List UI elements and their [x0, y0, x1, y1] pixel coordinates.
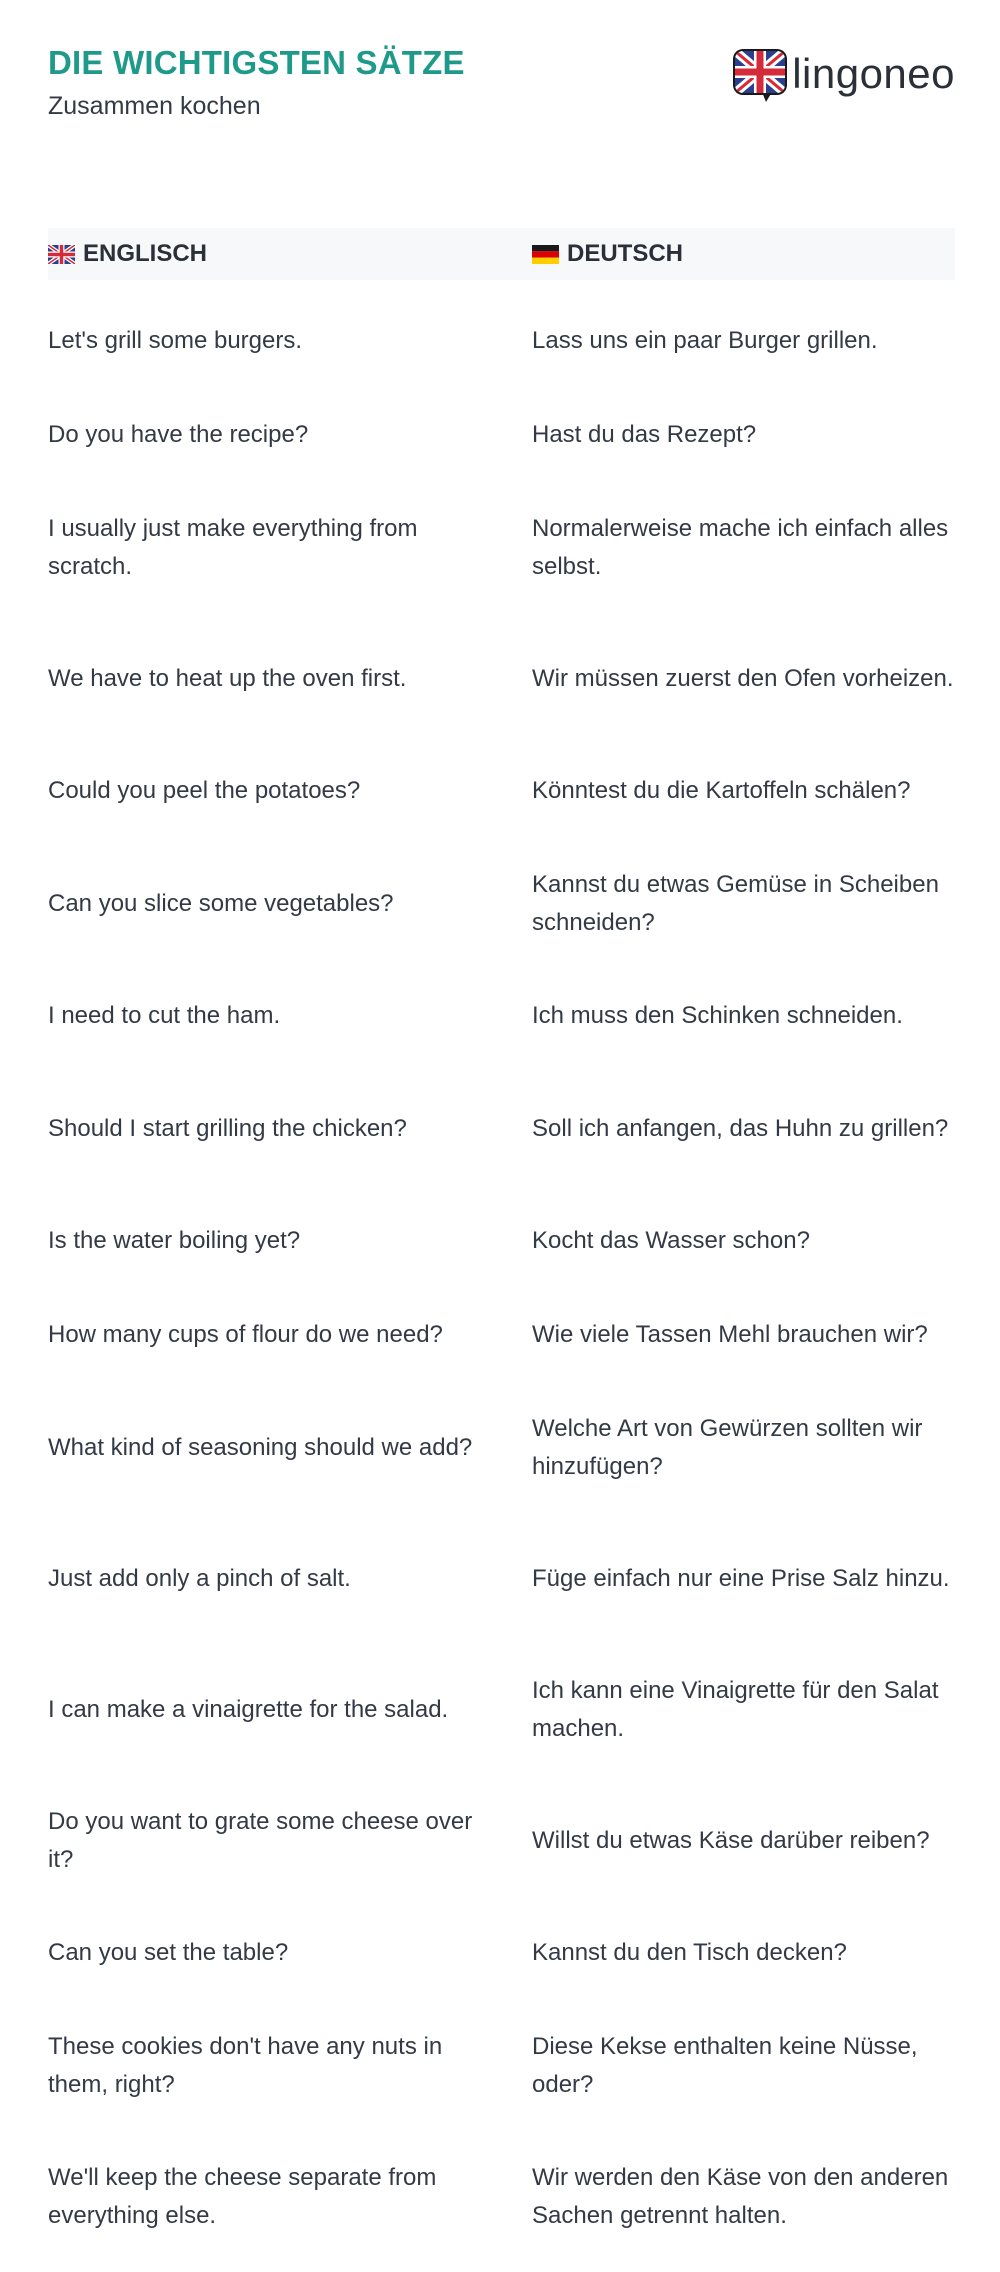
phrase-german: Wie viele Tassen Mehl brauchen wir?: [532, 1321, 928, 1348]
table-row: [48, 613, 955, 744]
phrase-german: Normalerweise mache ich einfach alles selbst.: [532, 514, 949, 580]
phrase-english: Let's grill some burgers.: [48, 327, 303, 354]
phrase-english: These cookies don't have any nuts in them, right?: [48, 2032, 443, 2098]
phrase-english: Do you have the recipe?: [48, 421, 309, 448]
phrase-german: Kannst du etwas Gemüse in Scheiben schneiden?: [532, 870, 939, 936]
phrase-english: How many cups of flour do we need?: [48, 1321, 443, 1348]
phrase-english: We have to heat up the oven first.: [48, 664, 407, 692]
page-subtitle: Zusammen kochen: [48, 92, 261, 120]
lingoneo-logo[interactable]: [732, 48, 955, 104]
column-header-band: [48, 228, 955, 280]
column-label-english: ENGLISCH: [83, 240, 208, 267]
table-row: [48, 1288, 955, 1382]
table-row: [48, 1775, 955, 1906]
phrase-german: Kocht das Wasser schon?: [532, 1227, 810, 1254]
table-row: [48, 744, 955, 838]
phrase-english: I need to cut the ham.: [48, 1002, 281, 1029]
phrase-english: Could you peel the potatoes?: [48, 777, 361, 804]
table-row: [48, 2131, 955, 2262]
phrase-german: Wir müssen zuerst den Ofen vorheizen.: [532, 664, 954, 692]
column-header-german: [532, 240, 683, 268]
table-row: [48, 1194, 955, 1288]
table-row: [48, 838, 955, 969]
phrase-english: Can you set the table?: [48, 1939, 289, 1966]
phrase-german: Wir werden den Käse von den anderen Sachen getrennt halten.: [532, 2163, 949, 2229]
phrase-german: Ich muss den Schinken schneiden.: [532, 1002, 903, 1029]
phrase-english: Just add only a pinch of salt.: [48, 1564, 351, 1592]
uk-flag-icon: [48, 245, 75, 264]
phrase-table: [48, 294, 955, 2262]
table-row: [48, 969, 955, 1063]
table-row: [48, 482, 955, 613]
phrase-english: I can make a vinaigrette for the salad.: [48, 1695, 449, 1723]
phrase-english: I usually just make everything from scratch.: [48, 514, 418, 580]
phrase-german: Könntest du die Kartoffeln schälen?: [532, 777, 911, 804]
phrase-german: Kannst du den Tisch decken?: [532, 1939, 847, 1966]
phrase-german: Welche Art von Gewürzen sollten wir hinzufügen?: [532, 1414, 923, 1480]
phrase-german: Füge einfach nur eine Prise Salz hinzu.: [532, 1564, 950, 1592]
phrase-english: Should I start grilling the chicken?: [48, 1114, 407, 1142]
table-row: [48, 1063, 955, 1194]
phrase-german: Hast du das Rezept?: [532, 421, 757, 448]
phrase-german: Ich kann eine Vinaigrette für den Salat machen.: [532, 1676, 939, 1742]
phrase-german: Soll ich anfangen, das Huhn zu grillen?: [532, 1114, 949, 1142]
table-row: [48, 1382, 955, 1513]
page-header: [48, 0, 955, 200]
table-row: [48, 1513, 955, 1644]
phrase-german: Willst du etwas Käse darüber reiben?: [532, 1826, 930, 1854]
page-title: DIE WICHTIGSTEN SÄTZE: [48, 44, 465, 81]
phrase-sheet: [48, 0, 955, 2229]
german-flag-icon: [532, 245, 559, 264]
phrase-english: We'll keep the cheese separate from everything else.: [48, 2163, 437, 2229]
table-row: [48, 1906, 955, 2000]
table-row: [48, 2000, 955, 2131]
phrase-german: Lass uns ein paar Burger grillen.: [532, 327, 878, 354]
phrase-english: Can you slice some vegetables?: [48, 889, 394, 917]
table-row: [48, 388, 955, 482]
column-label-german: DEUTSCH: [567, 240, 684, 267]
column-header-english: [48, 240, 207, 268]
table-row: [48, 294, 955, 388]
phrase-german: Diese Kekse enthalten keine Nüsse, oder?: [532, 2032, 918, 2098]
phrase-english: Do you want to grate some cheese over it?: [48, 1807, 473, 1873]
phrase-english: What kind of seasoning should we add?: [48, 1433, 473, 1461]
uk-flag-speech-bubble-icon: [732, 48, 788, 104]
table-row: [48, 1644, 955, 1775]
phrase-english: Is the water boiling yet?: [48, 1227, 301, 1254]
logo-wordmark: lingoneo: [792, 50, 955, 97]
